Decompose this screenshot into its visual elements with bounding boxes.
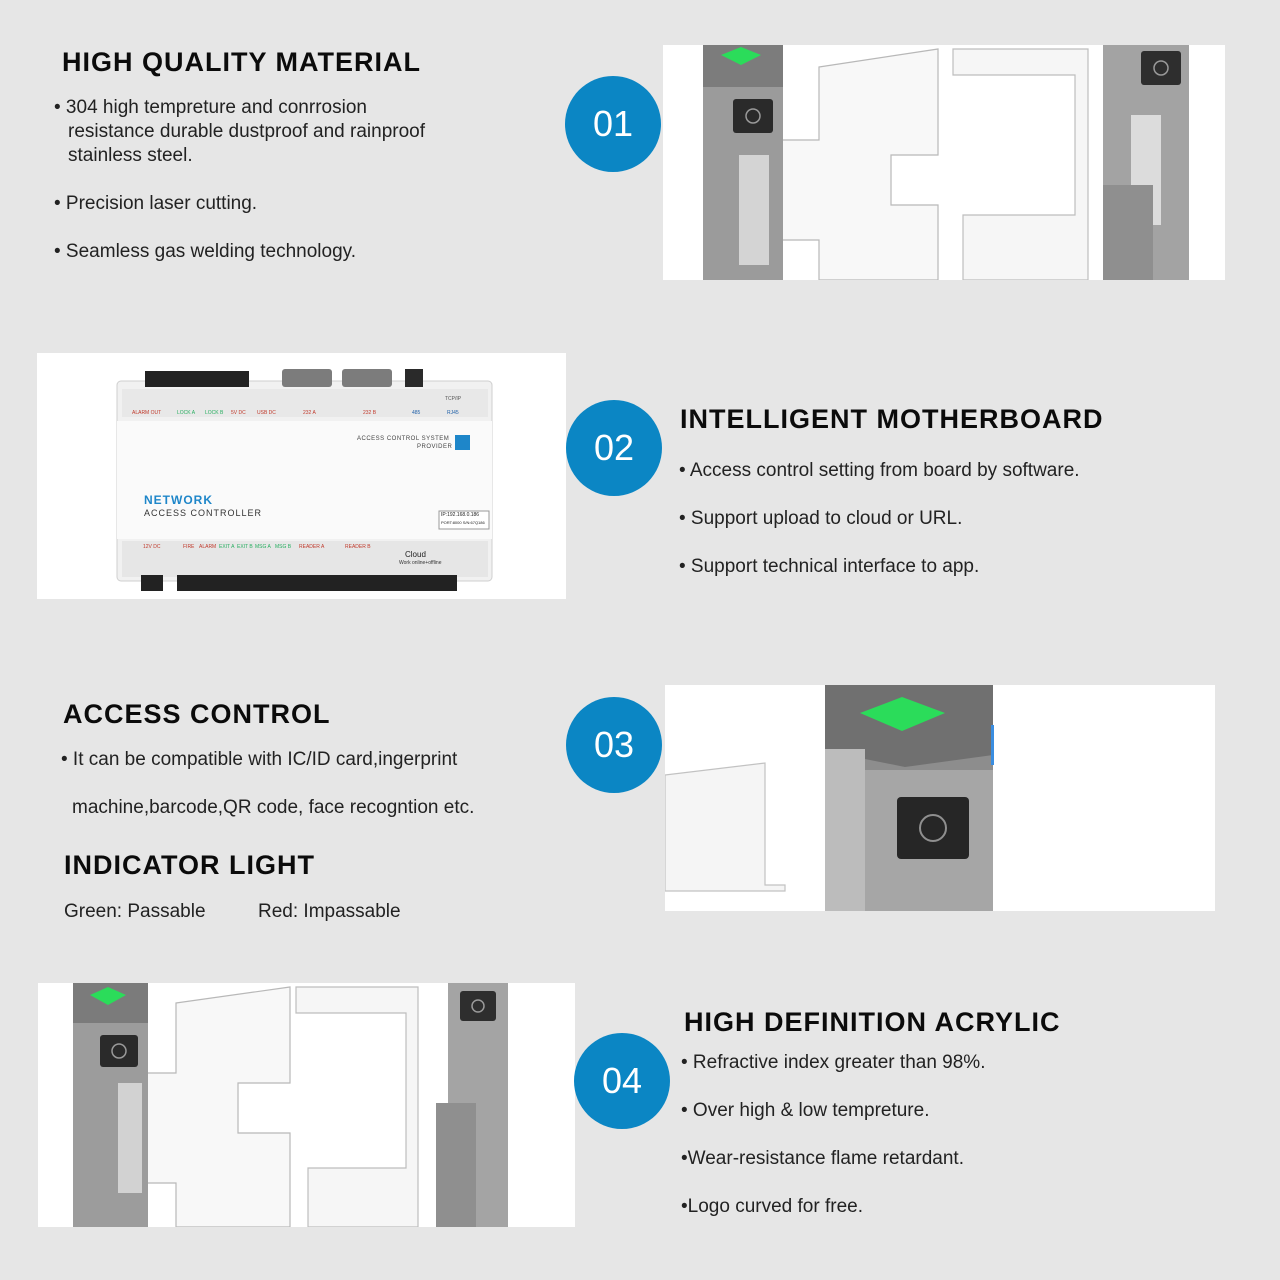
- controller-ip: IP:192.168.0.186: [441, 512, 480, 518]
- turnstile-image-1: [663, 45, 1225, 280]
- label-exit-b: EXIT B: [237, 544, 253, 550]
- section-4-bullet-3: •Wear-resistance flame retardant.: [681, 1148, 964, 1169]
- turnstile-image-3: [665, 685, 1215, 911]
- section-1-number-badge: 01: [565, 76, 661, 172]
- indicator-green-label: Green: Passable: [64, 901, 206, 922]
- controller-board-image: [37, 353, 566, 599]
- section-3-bullet-1-cont: machine,barcode,QR code, face recogntion etc.: [72, 797, 475, 818]
- section-2-title: INTELLIGENT MOTHERBOARD: [680, 404, 1104, 434]
- label-alarm-out: ALARM OUT: [132, 410, 162, 416]
- section-4-number-badge: 04: [574, 1033, 670, 1129]
- section-3-bullet-1: • It can be compatible with IC/ID card,ingerprint: [61, 749, 458, 770]
- controller-cloud-sub: Work online+offline: [399, 560, 442, 566]
- label-fire: FIRE: [183, 544, 195, 550]
- indicator-red-label: Red: Impassable: [258, 901, 401, 922]
- controller-brand: NETWORK: [144, 493, 213, 507]
- label-5v-dc: 5V DC: [231, 410, 246, 416]
- controller-model: ACCESS CONTROLLER: [144, 508, 263, 518]
- section-1-bullet-1: • 304 high tempreture and conrrosion: [54, 97, 367, 118]
- section-1-bullet-1-cont: resistance durable dustproof and rainproof: [68, 121, 426, 142]
- label-485: 485: [412, 410, 421, 416]
- label-lock-a: LOCK A: [177, 410, 196, 416]
- label-rj45: RJ45: [447, 410, 459, 416]
- section-4-bullet-4: •Logo curved for free.: [681, 1196, 863, 1217]
- section-2-bullet-1: • Access control setting from board by software.: [679, 460, 1080, 481]
- label-msg-b: MSG B: [275, 544, 292, 550]
- section-1-bullet-3: • Seamless gas welding technology.: [54, 241, 357, 262]
- section-3-subtitle: INDICATOR LIGHT: [64, 850, 315, 880]
- label-232-a: 232 A: [303, 410, 316, 416]
- section-3-title: ACCESS CONTROL: [63, 699, 331, 729]
- turnstile-image-4: [38, 983, 575, 1227]
- section-1-bullet-2: • Precision laser cutting.: [54, 193, 258, 214]
- controller-cloud-label: Cloud: [405, 550, 426, 559]
- label-lock-b: LOCK B: [205, 410, 224, 416]
- label-reader-a: READER A: [299, 544, 325, 550]
- section-4-title: HIGH DEFINITION ACRYLIC: [684, 1007, 1061, 1037]
- provider-line-1: ACCESS CONTROL SYSTEM: [357, 436, 450, 442]
- label-reader-b: READER B: [345, 544, 371, 550]
- section-1-bullet-1-cont2: stainless steel.: [68, 145, 193, 166]
- label-alarm: ALARM: [199, 544, 217, 550]
- section-1-title: HIGH QUALITY MATERIAL: [62, 47, 421, 77]
- section-4-bullet-2: • Over high & low tempreture.: [681, 1100, 930, 1121]
- label-232-b: 232 B: [363, 410, 377, 416]
- label-12v-dc: 12V DC: [143, 544, 161, 550]
- provider-line-2: PROVIDER: [417, 444, 453, 450]
- label-tcp-ip: TCP/IP: [445, 396, 462, 402]
- section-3-number-badge: 03: [566, 697, 662, 793]
- section-2-bullet-3: • Support technical interface to app.: [679, 556, 980, 577]
- section-2-bullet-2: • Support upload to cloud or URL.: [679, 508, 963, 529]
- section-2-number-badge: 02: [566, 400, 662, 496]
- label-msg-a: MSG A: [255, 544, 271, 550]
- label-exit-a: EXIT A: [219, 544, 235, 550]
- section-4-bullet-1: • Refractive index greater than 98%.: [681, 1052, 986, 1073]
- label-usb-dc: USB DC: [257, 410, 276, 416]
- controller-port: PORT:8000 S/N:67Q186: [441, 520, 485, 525]
